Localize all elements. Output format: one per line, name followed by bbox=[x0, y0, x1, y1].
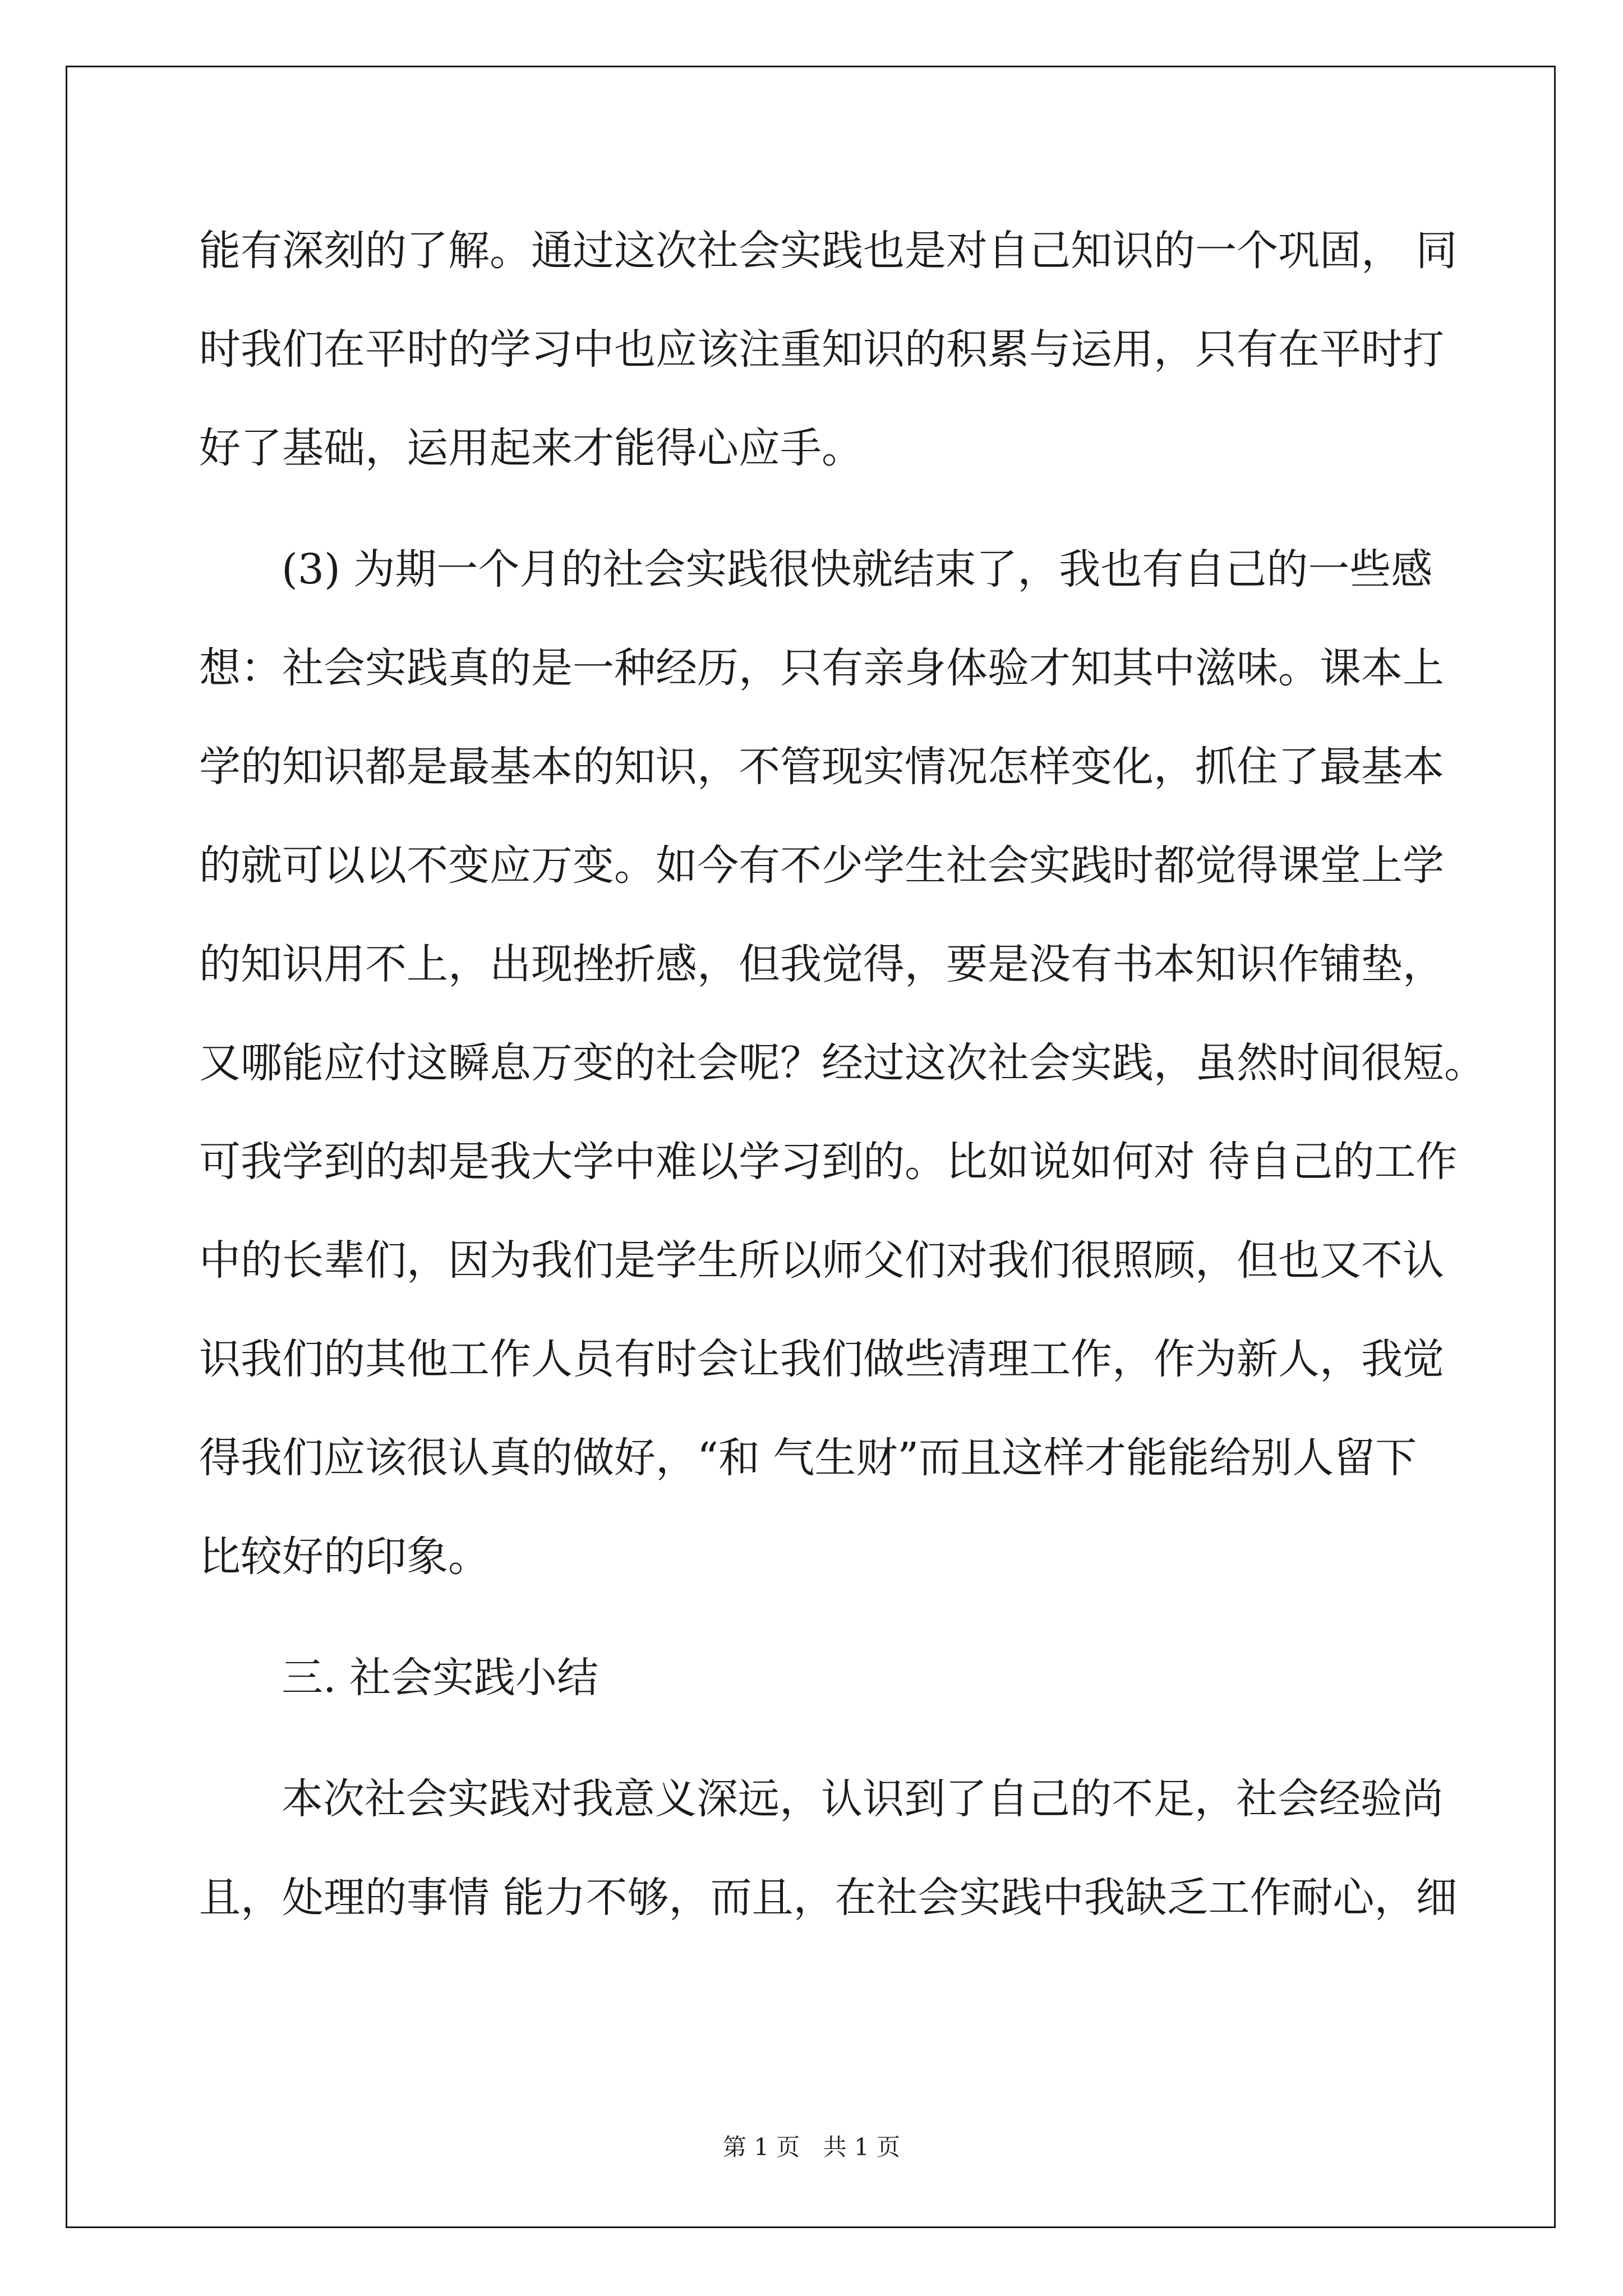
body-line-2: 时我们在平时的学习中也应该注重知识的积累与运用，只有在平时打 bbox=[199, 325, 1444, 374]
body-line-4: (3) 为期一个月的社会实践很快就结束了，我也有自己的一些感 bbox=[282, 545, 1433, 593]
body-line-6: 学的知识都是最基本的知识，不管现实情况怎样变化，抓住了最基本 bbox=[199, 743, 1444, 791]
body-line-11: 中的长辈们，因为我们是学生所以师父们对我们很照顾，但也又不认 bbox=[199, 1236, 1444, 1285]
body-line-5: 想：社会实践真的是一种经历，只有亲身体验才知其中滋味。课本上 bbox=[199, 644, 1444, 692]
body-line-3: 好了基础，运用起来才能得心应手。 bbox=[199, 424, 863, 472]
section-heading: 三. 社会实践小结 bbox=[282, 1654, 599, 1702]
body-line-16: 本次社会实践对我意义深远，认识到了自己的不足，社会经验尚 bbox=[282, 1775, 1444, 1823]
body-line-9: 又哪能应付这瞬息万变的社会呢？经过这次社会实践，虽然时间很短。 bbox=[199, 1039, 1486, 1087]
page-footer bbox=[0, 2129, 1623, 2162]
page-total: 共 1 页 bbox=[823, 2133, 901, 2161]
body-line-14: 比较好的印象。 bbox=[199, 1533, 490, 1581]
body-line-10: 可我学到的却是我大学中难以学习到的。比如说如何对 待自己的工作 bbox=[199, 1138, 1458, 1186]
body-line-12: 识我们的其他工作人员有时会让我们做些清理工作，作为新人，我觉 bbox=[199, 1335, 1444, 1383]
body-line-13: 得我们应该很认真的做好，“和 气生财”而且这样才能能给别人留下 bbox=[199, 1434, 1417, 1482]
body-line-8: 的知识用不上，出现挫折感，但我觉得，要是没有书本知识作铺垫， bbox=[199, 940, 1444, 988]
body-line-1: 能有深刻的了解。通过这次社会实践也是对自己知识的一个巩固， 同 bbox=[199, 227, 1458, 275]
body-line-7: 的就可以以不变应万变。如今有不少学生社会实践时都觉得课堂上学 bbox=[199, 841, 1444, 890]
body-line-17: 且，处理的事情 能力不够，而且，在社会实践中我缺乏工作耐心，细 bbox=[199, 1874, 1458, 1922]
page-number: 第 1 页 bbox=[722, 2133, 800, 2161]
